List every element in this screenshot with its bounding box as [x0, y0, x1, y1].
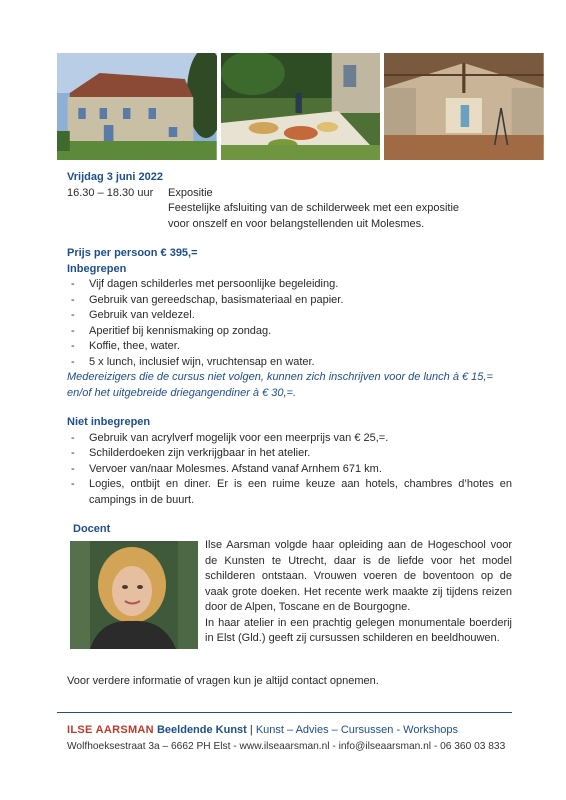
included-heading: Inbegrepen [67, 262, 127, 275]
list-item: - Schilderdoeken zijn verkrijgbaar in het atelier. [67, 446, 512, 462]
garden-table-photo [221, 53, 381, 160]
brand-name: ILSE AARSMAN [67, 724, 154, 736]
docent-portrait [70, 541, 198, 649]
docent-bio-2: In haar atelier in een prachtig gelegen monumentale boerderij in Elst (Gld.) geeft zij cursussen schilderen en beeldhouwen. [205, 616, 512, 644]
included-list [67, 277, 512, 370]
list-item: - Gebruik van acrylverf mogelijk voor een meerprijs van € 25,=. [67, 431, 512, 447]
list-item: - Vijf dagen schilderles met persoonlijke begeleiding. [67, 277, 512, 293]
excluded-list [67, 431, 512, 509]
photo-strip [57, 53, 544, 160]
list-item: - Koffie, thee, water. [67, 339, 512, 355]
docent-heading: Docent [73, 523, 111, 535]
list-item: - 5 x lunch, inclusief wijn, vruchtensap en water. [67, 355, 512, 371]
farmhouse-photo [57, 53, 217, 160]
footer-address: Wolfhoeksestraat 3a – 6662 PH Elst - www.ilseaarsman.nl - info@ilseaarsman.nl - 06 360 03 833 [67, 741, 506, 752]
event-title: Expositie [168, 186, 213, 199]
contact-note: Voor verdere informatie of vragen kun je altijd contact opnemen. [67, 675, 379, 687]
lunch-note-1: Medereizigers die de cursus niet volgen, kunnen zich inschrijven voor de lunch à € 15,= [67, 371, 493, 383]
brand-subtitle: Beeldende Kunst [156, 724, 247, 736]
main-content [67, 170, 512, 508]
list-item: - Vervoer van/naar Molesmes. Afstand vanaf Arnhem 671 km. [67, 462, 512, 478]
footer-separator: | [249, 724, 253, 736]
price-heading: Prijs per persoon € 395,= [67, 247, 198, 259]
atelier-interior-photo [384, 53, 544, 160]
docent-bio-1: Ilse Aarsman volgde haar opleiding aan de Hogeschool voor de Kunsten te Utrecht, daar is de liefde voor het model schilderen ontstaan. Vrouwen voeren de boventoon op de vaak grote doeken. Het recente werk maakte zij tijdens reizen door de Alpen, Toscane en de Bourgogne. [205, 539, 512, 613]
excluded-heading: Niet inbegrepen [67, 416, 151, 428]
event-desc-1: Feestelijke afsluiting van de schilderweek met een expositie [168, 202, 460, 214]
event-time: 16.30 – 18.30 uur [67, 186, 154, 199]
footer-divider [57, 712, 512, 713]
event-desc-2: voor onszelf en voor belangstellenden uit Molesmes. [168, 217, 425, 230]
docent-bio [205, 538, 512, 647]
footer-services: Kunst – Advies – Cursussen - Workshops [255, 724, 458, 736]
footer-brand-line [67, 724, 513, 736]
list-item: - Aperitief bij kennismaking op zondag. [67, 324, 512, 340]
event-date: Vrijdag 3 juni 2022 [67, 171, 163, 183]
list-item: - Gebruik van veldezel. [67, 308, 512, 324]
list-item: - Gebruik van gereedschap, basismateriaal en papier. [67, 293, 512, 309]
lunch-note-2: en/of het uitgebreide driegangendiner à € 30,=. [67, 386, 297, 399]
list-item: - Logies, ontbijt en diner. Er is een ruime keuze aan hotels, chambres d’hotes en campings in de buurt. [67, 477, 512, 508]
event-row [67, 186, 512, 202]
